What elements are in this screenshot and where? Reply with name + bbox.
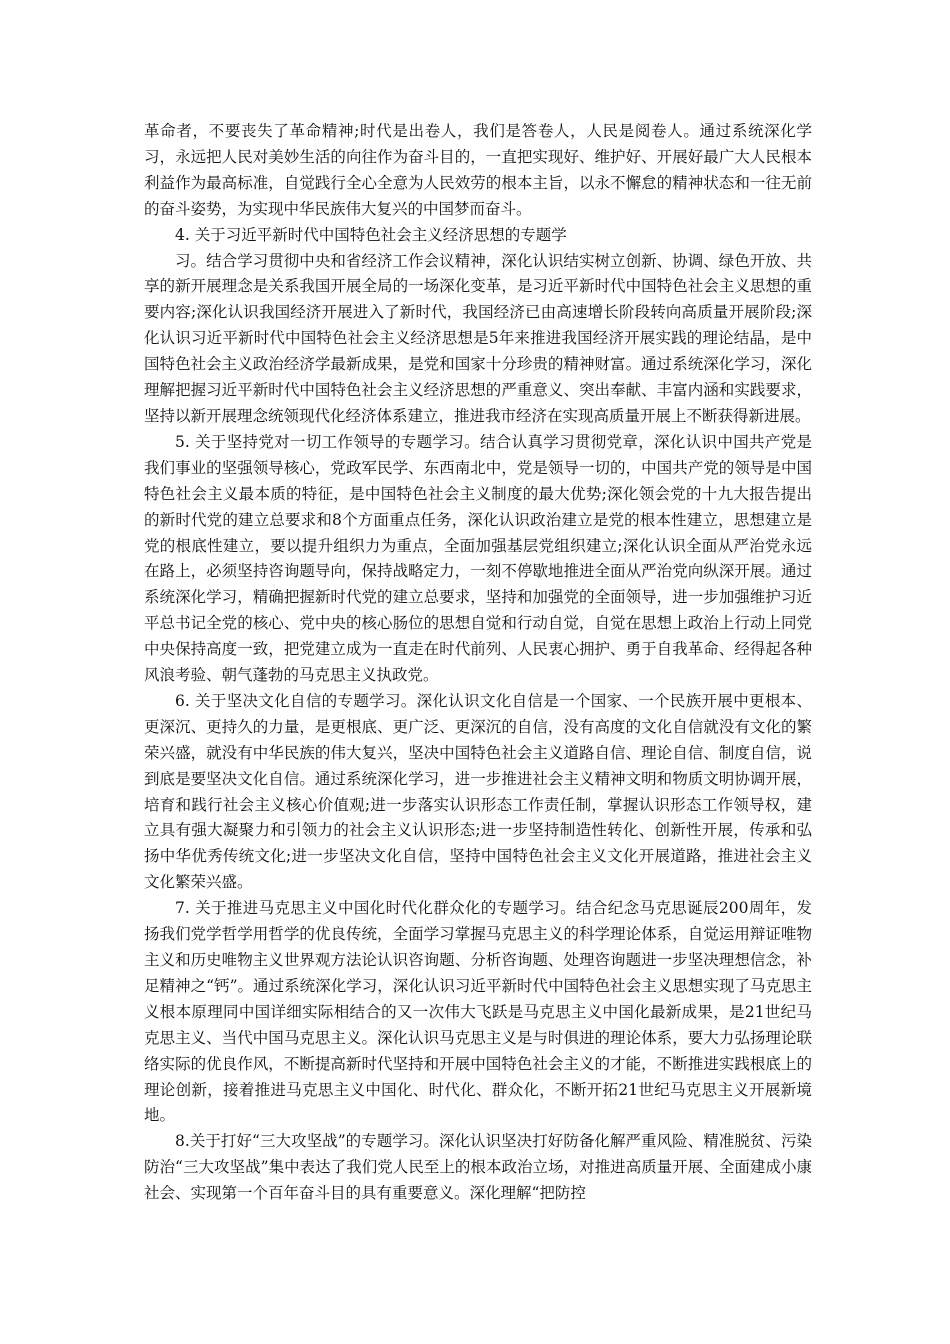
paragraph-item-8: 8.关于打好“三大攻坚战”的专题学习。深化认识坚决打好防备化解严重风险、精准脱贫、污染防治“三大攻坚战”集中表达了我们党人民至上的根本政治立场，对推进高质量开展、全面建成小康社会、实现第一个百年奋斗目的具有重要意义。深化理解“把防控 bbox=[144, 1132, 812, 1203]
paragraph-item-4-heading: 4. 关于习近平新时代中国特色社会主义经济思想的专题学 bbox=[175, 225, 567, 244]
document-page bbox=[144, 119, 812, 1207]
paragraph-continuation: 革命者，不要丧失了革命精神;时代是出卷人，我们是答卷人，人民是阅卷人。通过系统深化学习，永远把人民对美妙生活的向往作为奋斗目的，一直把实现好、维护好、开展好最广大人民根本利益作为最高标准，自觉践行全心全意为人民效劳的根本主旨，以永不懈怠的精神状态和一往无前的奋斗姿势，为实现中华民族伟大复兴的中国梦而奋斗。 bbox=[144, 122, 812, 218]
paragraph-item-7: 7. 关于推进马克思主义中国化时代化群众化的专题学习。结合纪念马克思诞辰200周年，发扬我们党学哲学用哲学的优良传统，全面学习掌握马克思主义的科学理论体系，自觉运用辩证唯物主义和历史唯物主义世界观方法论认识咨询题、分析咨询题、处理咨询题进一步坚决理想信念，补足精神之“钙”。通过系统深化学习，深化认识习近平新时代中国特色社会主义思想实现了马克思主义根本原理同中国详细实际相结合的又一次伟大飞跃是马克思主义中国化最新成果，是21世纪马克思主义、当代中国马克思主义。深化认识马克思主义是与时俱进的理论体系，要大力弘扬理论联络实际的优良作风，不断提高新时代坚持和开展中国特色社会主义的才能，不断推进实践根底上的理论创新，接着推进马克思主义中国化、时代化、群众化，不断开拓21世纪马克思主义开展新境地。 bbox=[144, 899, 812, 1125]
paragraph-item-4-body: 习。结合学习贯彻中央和省经济工作会议精神，深化认识结实树立创新、协调、绿色开放、共享的新开展理念是关系我国开展全局的一场深化变革，是习近平新时代中国特色社会主义思想的重要内容;深化认识我国经济开展进入了新时代，我国经济已由高速增长阶段转向高质量开展阶段;深化认识习近平新时代中国特色社会主义经济思想是5年来推进我国经济开展实践的理论结晶，是中国特色社会主义政治经济学最新成果，是党和国家十分珍贵的精神财富。通过系统深化学习，深化理解把握习近平新时代中国特色社会主义经济思想的严重意义、突出奉献、丰富内涵和实践要求，坚持以新开展理念统领现代化经济体系建立，推进我市经济在实现高质量开展上不断获得新进展。 bbox=[144, 251, 812, 425]
paragraph-item-6: 6. 关于坚决文化自信的专题学习。深化认识文化自信是一个国家、一个民族开展中更根本、更深沉、更持久的力量，是更根底、更广泛、更深沉的自信，没有高度的文化自信就没有文化的繁荣兴盛，就没有中华民族的伟大复兴，坚决中国特色社会主义道路自信、理论自信、制度自信，说到底是要坚决文化自信。通过系统深化学习，进一步推进社会主义精神文明和物质文明协调开展，培育和践行社会主义核心价值观;进一步落实认识形态工作责任制，掌握认识形态工作领导权，建立具有强大凝聚力和引领力的社会主义认识形态;进一步坚持制造性转化、创新性开展，传承和弘扬中华优秀传统文化;进一步坚决文化自信，坚持中国特色社会主义文化开展道路，推进社会主义文化繁荣兴盛。 bbox=[144, 691, 812, 892]
paragraph-item-5: 5. 关于坚持党对一切工作领导的专题学习。结合认真学习贯彻党章，深化认识中国共产党是我们事业的坚强领导核心，党政军民学、东西南北中，党是领导一切的，中国共产党的领导是中国特色社会主义最本质的特征，是中国特色社会主义制度的最大优势;深化领会党的十九大报告提出的新时代党的建立总要求和8个方面重点任务，深化认识政治建立是党的根本性建立，思想建立是党的根底性建立，要以提升组织力为重点，全面加强基层党组织建立;深化认识全面从严治党永远在路上，必须坚持咨询题导向，保持战略定力，一刻不停歇地推进全面从严治党向纵深开展。通过系统深化学习，精确把握新时代党的建立总要求，坚持和加强党的全面领导，进一步加强维护习近平总书记全党的核心、党中央的核心肠位的思想自觉和行动自觉，自觉在思想上政治上行动上同党中央保持高度一致，把党建立成为一直走在时代前列、人民衷心拥护、勇于自我革命、经得起各种风浪考验、朝气蓬勃的马克思主义执政党。 bbox=[144, 432, 812, 685]
